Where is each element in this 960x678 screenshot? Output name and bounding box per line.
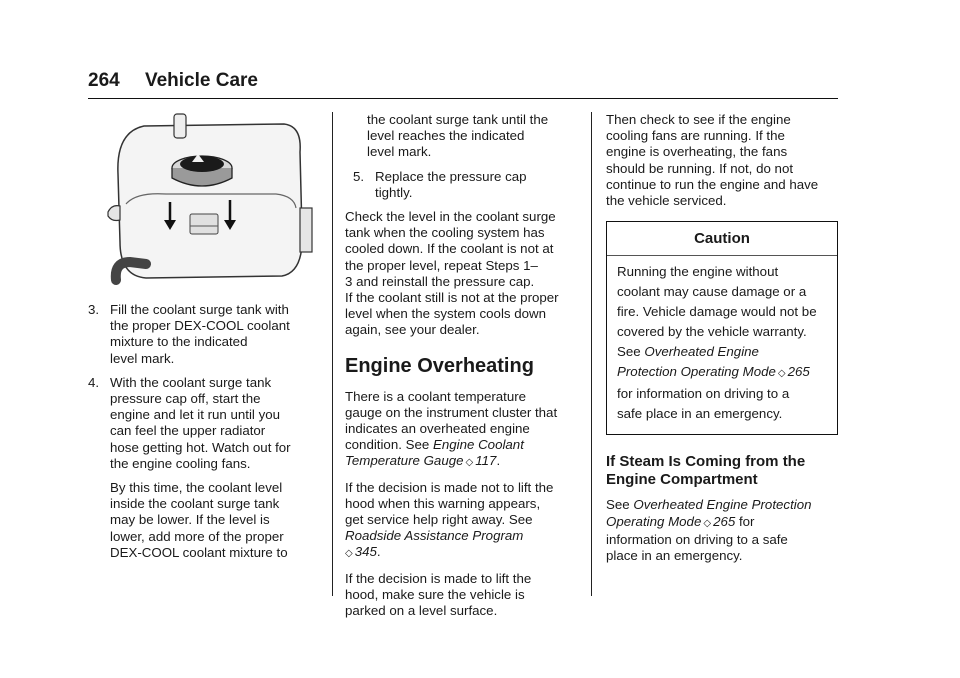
text-line: See — [617, 344, 645, 360]
section-heading: Engine Overheating — [345, 354, 534, 377]
page-reference[interactable]: 265 — [787, 364, 810, 380]
text-line: get service help right away. See — [345, 512, 533, 528]
column-divider — [591, 112, 592, 596]
page-reference[interactable]: 117 — [475, 453, 497, 469]
text-line: for — [735, 513, 755, 529]
text-line: Running the engine without — [617, 264, 779, 280]
text-line: hood, make sure the vehicle is — [345, 586, 525, 602]
text-line: hood when this warning appears, — [345, 495, 541, 511]
page-ref-icon: ◇ — [703, 517, 712, 529]
text-line: If the coolant still is not at the proper — [345, 290, 559, 306]
cooling-fans-paragraph — [606, 112, 838, 209]
text-line: Replace the pressure cap — [375, 168, 527, 184]
step-4-line: the engine cooling fans. — [110, 455, 251, 471]
page-ref-icon: ◇ — [777, 368, 786, 380]
cross-reference-link[interactable]: Overheated Engine Protection — [633, 497, 812, 513]
text-line: If the decision is made to lift the — [345, 570, 532, 586]
text-line: Then check to see if the engine — [606, 112, 791, 127]
text-line: engine is overheating, the fans — [606, 144, 788, 160]
text-line: the proper level, repeat Steps 1– — [345, 257, 538, 273]
step-number: 4. — [88, 374, 100, 390]
text-line: lower, add more of the proper — [110, 528, 284, 544]
step-4-line: With the coolant surge tank — [110, 374, 272, 390]
text-line: for information on driving to a — [617, 386, 790, 402]
text-line: tightly. — [375, 184, 413, 200]
text-line: Check the level in the coolant surge — [345, 209, 556, 225]
cross-reference-link[interactable]: Temperature Gauge — [345, 453, 464, 469]
text-line: level when the system cools down — [345, 306, 547, 322]
page-reference[interactable]: 345 — [354, 544, 377, 560]
step-3-line: mixture to the indicated — [110, 334, 248, 350]
caution-body — [607, 256, 837, 434]
text-line: There is a coolant temperature — [345, 388, 527, 404]
text-line: tank when the cooling system has — [345, 225, 545, 241]
cross-reference-link[interactable]: Operating Mode — [606, 513, 702, 529]
lift-hood-paragraph — [345, 571, 577, 620]
step-3-line: Fill the coolant surge tank with — [110, 302, 289, 317]
caution-box — [606, 221, 838, 435]
steam-paragraph — [606, 497, 838, 564]
text-line: covered by the vehicle warranty. — [617, 324, 807, 340]
text-line: should be running. If not, do not — [606, 160, 794, 176]
text-line: the vehicle serviced. — [606, 193, 727, 209]
text-line: level reaches the indicated — [367, 128, 525, 144]
step-3-line: the proper DEX-COOL coolant — [110, 318, 290, 334]
step-4-line: pressure cap off, start the — [110, 391, 261, 407]
page-header — [88, 70, 258, 92]
page-ref-icon: ◇ — [345, 548, 353, 560]
text-line: may be lower. If the level is — [110, 512, 270, 528]
step-4-continuation — [345, 112, 577, 161]
punctuation: . — [496, 453, 501, 469]
column-divider — [332, 112, 333, 596]
step-number: 3. — [88, 302, 100, 317]
text-line: By this time, the coolant level — [110, 480, 283, 496]
text-line: cooled down. If the coolant is not at — [345, 241, 554, 257]
text-line: fire. Vehicle damage would not be — [617, 304, 817, 320]
step-4-followup — [110, 480, 320, 561]
text-line: information on driving to a safe — [606, 531, 788, 547]
step-4-line: engine and let it run until you — [110, 407, 281, 423]
column-1 — [88, 112, 320, 569]
text-line: safe place in an emergency. — [617, 406, 783, 422]
caution-title: Caution — [607, 222, 837, 256]
page-reference[interactable]: 265 — [713, 513, 736, 529]
text-line: the coolant surge tank until the — [367, 112, 549, 127]
header-rule — [88, 98, 838, 99]
cross-reference-link[interactable]: Overheated Engine — [644, 344, 759, 360]
text-line: If the decision is made not to lift the — [345, 479, 554, 495]
text-line: inside the coolant surge tank — [110, 496, 280, 512]
cross-reference-link[interactable]: Roadside Assistance Program — [345, 528, 524, 544]
step-4 — [88, 375, 320, 561]
text-line: place in an emergency. — [606, 548, 743, 564]
step-5 — [353, 169, 577, 201]
gauge-paragraph — [345, 389, 577, 472]
decision-paragraph — [345, 480, 577, 563]
text-line: continue to run the engine and have — [606, 176, 819, 192]
heading-line: Engine Compartment — [606, 471, 758, 489]
page-ref-icon: ◇ — [465, 457, 474, 469]
text-line: level mark. — [367, 144, 432, 160]
punctuation: . — [376, 544, 381, 560]
column-3 — [606, 112, 838, 572]
cross-reference-link[interactable]: Protection Operating Mode — [617, 364, 776, 380]
text-line: coolant may cause damage or a — [617, 284, 807, 300]
text-line: condition. See — [345, 437, 433, 453]
column-2 — [345, 112, 577, 627]
step-3 — [88, 302, 320, 367]
page-number: 264 — [88, 70, 120, 91]
text-line: 3 and reinstall the pressure cap. — [345, 273, 535, 289]
coolant-surge-tank-illustration — [106, 112, 316, 288]
text-line: cooling fans are running. If the — [606, 128, 785, 144]
cross-reference-link[interactable]: Engine Coolant — [432, 437, 524, 453]
heading-line: If Steam Is Coming from the — [606, 453, 806, 471]
subsection-heading — [606, 453, 838, 489]
text-line: See — [606, 497, 634, 513]
step-3-line: level mark. — [110, 350, 175, 366]
text-line: DEX-COOL coolant mixture to — [110, 544, 288, 560]
check-level-paragraph — [345, 209, 577, 339]
step-4-line: can feel the upper radiator — [110, 423, 266, 439]
page-title: Vehicle Care — [144, 70, 259, 91]
step-number: 5. — [353, 168, 365, 184]
text-line: gauge on the instrument cluster that — [345, 404, 558, 420]
text-line: parked on a level surface. — [345, 603, 498, 619]
step-4-line: hose getting hot. Watch out for — [110, 439, 291, 455]
text-line: again, see your dealer. — [345, 322, 480, 338]
text-line: indicates an overheated engine — [345, 421, 530, 437]
